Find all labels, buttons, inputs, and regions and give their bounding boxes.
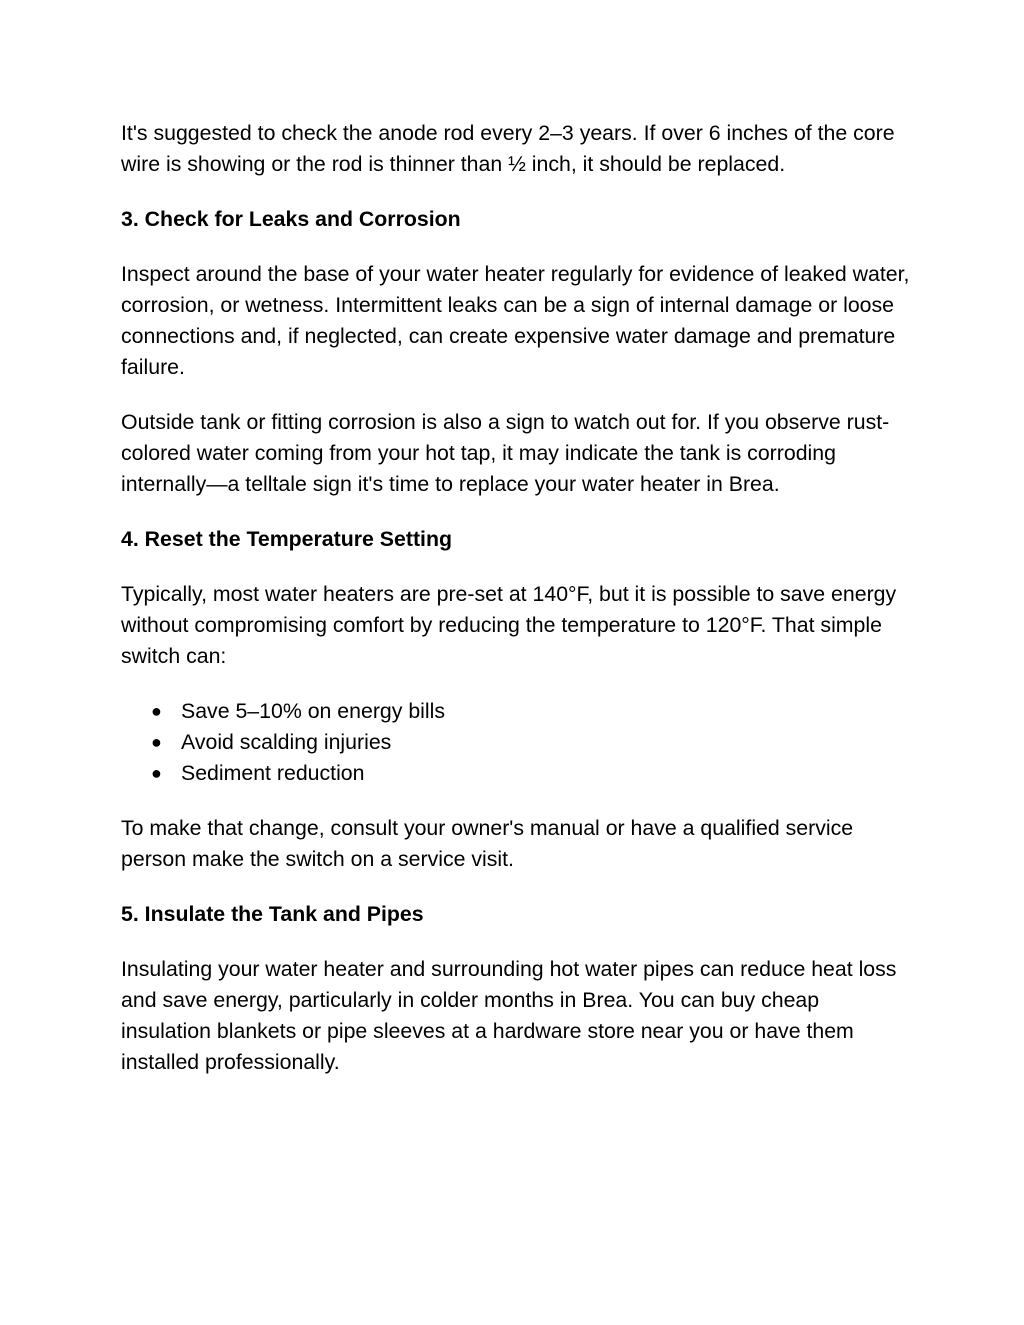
list-item [151,758,911,789]
document-page [121,118,911,1078]
section-3-heading: 3. Check for Leaks and Corrosion [121,207,461,231]
list-item [151,727,911,758]
section-5-paragraph-1: Insulating your water heater and surrounding hot water pipes can reduce heat loss and save energy, particularly in colder months in Brea. You can buy cheap insulation blankets or pipe sleeves at a hardware store near you or have them installed professionally. [121,957,897,1074]
section-4-heading: 4. Reset the Temperature Setting [121,527,452,551]
section-5-heading: 5. Insulate the Tank and Pipes [121,902,424,926]
section-3-paragraph-2: Outside tank or fitting corrosion is also a sign to watch out for. If you observe rust-colored water coming from your hot tap, it may indicate the tank is corroding internally—a telltale sign it's time to replace your water heater in Brea. [121,410,890,496]
section-4-paragraph-1: Typically, most water heaters are pre-set at 140°F, but it is possible to save energy without compromising comfort by reducing the temperature to 120°F. That simple switch can: [121,582,897,668]
intro-paragraph: It's suggested to check the anode rod every 2–3 years. If over 6 inches of the core wire is showing or the rod is thinner than ½ inch, it should be replaced. [121,121,895,176]
section-3-paragraph-1: Inspect around the base of your water heater regularly for evidence of leaked water, corrosion, or wetness. Intermittent leaks can be a sign of internal damage or loose connections and, if neglected, can create expensive water damage and premature failure. [121,262,910,379]
benefits-list [121,696,911,789]
bullet-icon: ● [151,701,162,721]
bullet-icon: ● [151,732,162,752]
list-item [151,696,911,727]
list-item-text: Save 5–10% on energy bills [181,699,446,723]
bullet-icon: ● [151,763,162,783]
section-4-paragraph-2: To make that change, consult your owner's manual or have a qualified service person make the switch on a service visit. [121,816,854,871]
list-item-text: Avoid scalding injuries [181,730,392,754]
list-item-text: Sediment reduction [181,761,365,785]
